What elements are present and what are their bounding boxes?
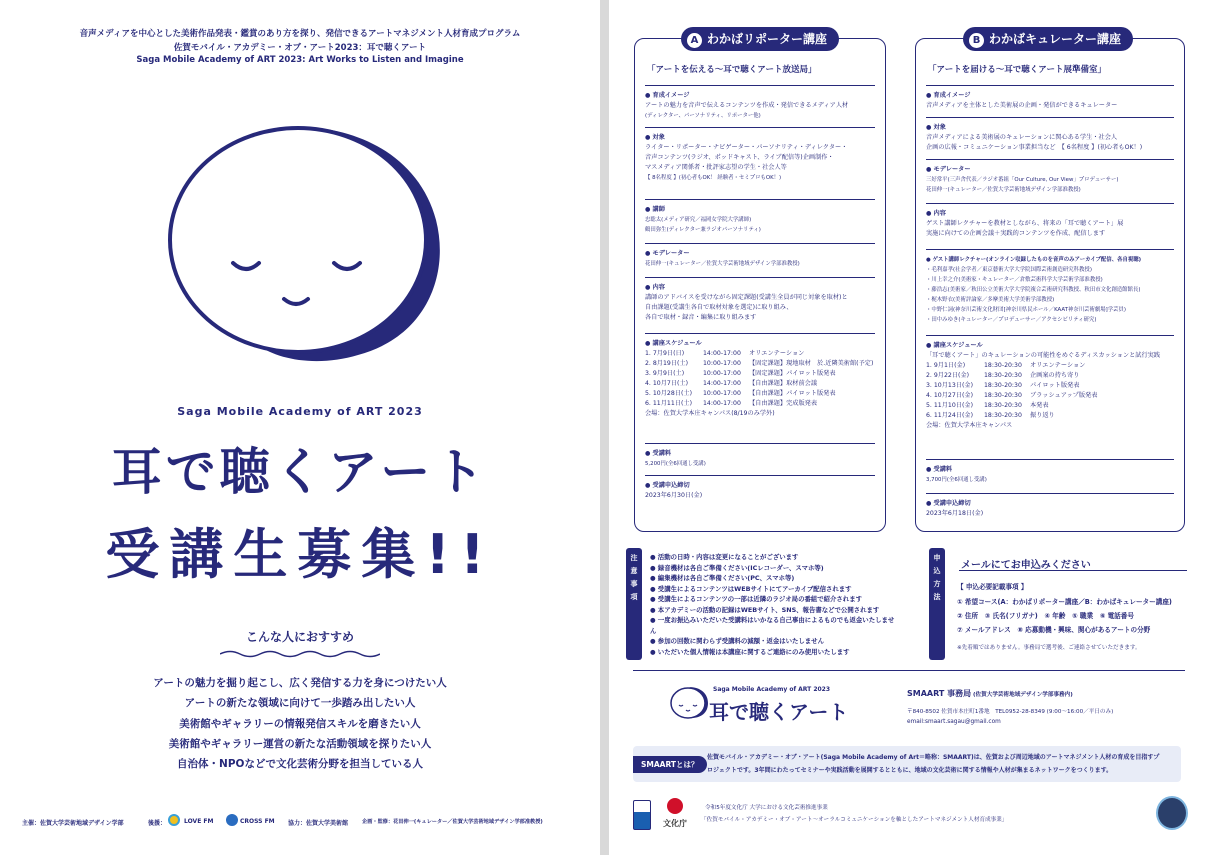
recommend-item: 美術館やギャラリーの情報発信スキルを磨きたい人 <box>179 718 421 730</box>
schedule-time: 18:30-20:30 <box>984 382 1022 389</box>
title-line-1: 耳で聴くアート <box>111 443 489 501</box>
schedule-content: 企画案の持ち寄り <box>1030 372 1080 379</box>
about-label: SMAARTとは？ <box>633 756 707 773</box>
schedule-row <box>645 389 875 399</box>
header-line-3: Saga Mobile Academy of ART 2023: Art Works to Listen and Imagine <box>136 55 464 65</box>
schedule-date: 3. 10月13日(金) <box>926 382 974 389</box>
schedule-date: 6. 11月24日(金) <box>926 412 974 419</box>
notes-panel <box>624 548 896 662</box>
mascot-badge-icon <box>1156 796 1188 830</box>
recommend-item: 美術館やギャラリー運営の新たな活動領域を探りたい人 <box>168 738 432 750</box>
schedule-time: 10:00-17:00 <box>703 360 741 367</box>
schedule-row <box>645 349 875 359</box>
office-name: SMAART 事務局 <box>907 689 972 698</box>
apply-line-1: ① 希望コース(A：わかばリポーター講座／B：わかばキュレーター講座) <box>957 598 1172 606</box>
apply-line-3: ⑦ メールアドレス ⑧ 応募動機・興味、関心があるアートの分野 <box>957 626 1151 634</box>
apply-note: ※先着順ではありません。事務局で選考後、ご連絡させていただきます。 <box>957 645 1141 651</box>
title-line-2: 受講生募集!! <box>105 523 495 586</box>
schedule-row <box>926 361 1174 371</box>
schedule-time: 18:30-20:30 <box>984 392 1022 399</box>
culture-logo <box>633 800 651 830</box>
agency-logo-icon <box>667 798 683 814</box>
course-b-box <box>915 38 1185 532</box>
office-address: 〒840-8502 佐賀市本庄町1番地 TEL0952-28-8349 (9:00〜16:00／平日のみ) <box>907 709 1114 715</box>
schedule-content: 【固定課題】パイロット版発表 <box>749 370 836 377</box>
schedule-content: 振り返り <box>1030 412 1055 419</box>
about-line-1: 佐賀モバイル・アカデミー・オブ・アート(Saga Mobile Academy of Art＝略称：SMAART)は、佐賀および周辺地域のアートマネジメント人材の育成を目指すプ <box>707 754 1160 761</box>
schedule-time: 18:30-20:30 <box>984 412 1022 419</box>
footer-host: 主催：佐賀大学芸術地域デザイン学部 <box>22 820 124 827</box>
logo-face-icon <box>669 684 709 720</box>
schedule-date: 2. 8月19日(土) <box>645 360 689 367</box>
apply-heading: メールにてお申込みください <box>961 560 1091 571</box>
course-a-target: ● 対象 ライター・リポーター・ナビゲーター・パーソナリティ・ディレクター・ 音声コンテンツ(ラジオ、ポッドキャスト、ライブ配信等)企画制作・ マスメディア関係者・批評家志望の学生・社会人等 【 8名程度 】(初心者もOK！ 経験者・セミプロもOK！) <box>645 134 848 181</box>
course-a-pill <box>681 27 839 51</box>
vertical-label-text: 注意事項 <box>630 554 638 606</box>
schedule-row <box>645 359 875 369</box>
header-line-2: 佐賀モバイル・アカデミー・オブ・アート2023：耳で聴くアート <box>173 43 427 53</box>
academy-label: Saga Mobile Academy of ART 2023 <box>177 405 423 418</box>
footer-love-fm: LOVE FM <box>184 818 214 825</box>
course-b-image: ● 育成イメージ 音声メディアを主体とした美術展の企画・発信ができるキュレーター <box>926 92 1118 109</box>
course-b-guests: ● ゲスト講師レクチャー(オンライン収録したものを音声のみアーカイブ配信、各自視聴) ・毛利嘉孝(社会学者／東京藝術大学大学院国際芸術創造研究科教授) ・川上幸之介(美術家・キュレーター／倉敷芸術科学大学芸術学部准教授) ・藤浩志(美術家／秋田公立美術大学大学院複合芸術研究科教授、秋田市文化創造館館長) ・梶木野衣(美術評論家／多摩美術大学美術学部教授) ・中野仁詞(神奈川芸術文化財団[神奈川県民ホール／KAAT神奈川芸術劇場]学芸員) ・田中みゆき(キュレーター／プロデューサー／アクセシビリティ研究) <box>926 257 1142 323</box>
right-page <box>609 0 1209 855</box>
schedule-date: 1. 9月1日(金) <box>926 362 966 369</box>
schedule-content: 【固定課題】現地取材 於.近隣美術館(予定) <box>749 360 874 367</box>
schedule-date: 6. 11月11日(土) <box>645 400 693 407</box>
schedule-row <box>645 379 875 389</box>
course-b-deadline: ● 受講申込締切 2023年6月18日(金) <box>926 500 984 517</box>
course-b-letter: B <box>969 33 984 48</box>
schedule-content: オリエンテーション <box>749 350 805 357</box>
schedule-date: 3. 9月9日(土) <box>645 370 685 377</box>
cross-fm-logo <box>226 814 238 826</box>
credit-line-1: 令和5年度文化庁 大学における文化芸術推進事業 <box>705 805 828 811</box>
schedule-time: 14:00-17:00 <box>703 350 741 357</box>
course-a-box <box>634 38 886 532</box>
course-a-letter: A <box>687 33 702 48</box>
schedule-time: 18:30-20:30 <box>984 372 1022 379</box>
course-a-fee: ● 受講料 5,200円(全6回通し受講) <box>645 450 706 467</box>
recommend-item: 自治体・NPOなどで文化芸術分野を担当している人 <box>177 758 423 770</box>
schedule-row <box>926 381 1174 391</box>
footer-support: 後援： <box>148 820 167 827</box>
footer-supervision: 企画・監修：花田伸一(キュレーター／佐賀大学芸術地域デザイン学部准教授) <box>362 819 543 825</box>
wavy-divider <box>220 649 380 659</box>
apply-required-heading: 【 申込必要記載事項 】 <box>957 583 1028 591</box>
footer-cross-fm: CROSS FM <box>240 818 275 825</box>
footer-cooperation: 協力：佐賀大学美術館 <box>288 820 349 827</box>
recommend-item: アートの魅力を掘り起こし、広く発信する力を身につけたい人 <box>153 677 447 689</box>
about-line-2: ロジェクトです。3年間にわたってセミナーや実践活動を展開するとともに、地域の文化芸術に関する情報や人材が集まるネットワークをつくります。 <box>707 767 1113 774</box>
course-b-schedule: ● 講座スケジュール 「耳で聴くアート」のキュレーションの可能性をめぐるディスカッションと試行実践 1. 9月1日(金) 18:30-20:30 オリエンテーション 2. 9月22日(金) 18:30-20:30 企画案の持ち寄り 3. 10月13日(金) 18:30-20:30 パイロット版発表 4. 10月27日(金) 18:30-20:30 ブラッシュアップ版発表 5. 11月10日(金) 18:30-20:30 本発表 6. 11月24日(金) 18:30-20:30 振り返り 会場：佐賀大学本庄キャンパス <box>926 341 1174 431</box>
schedule-date: 2. 9月22日(金) <box>926 372 970 379</box>
schedule-content: 【自由課題】取材前会議 <box>749 380 818 387</box>
schedule-date: 1. 7月9日(日) <box>645 350 685 357</box>
office-divider <box>633 670 1185 671</box>
apply-label <box>929 548 945 660</box>
schedule-time: 10:00-17:00 <box>703 370 741 377</box>
recommend-item: アートの新たな領域に向けて一歩踏み出したい人 <box>184 697 416 709</box>
schedule-row <box>926 391 1174 401</box>
course-b-title: 「アートを届ける〜耳で聴くアート展準備室」 <box>928 65 1106 75</box>
course-b-fee: ● 受講料 3,700円(全6回通し受講) <box>926 466 987 483</box>
course-a-lecturer: ● 講師 忠聡太(メディア研究／福岡女学院大学講師) 鶴田弥生(ディレクター兼ラジオパーソナリティ) <box>645 206 761 233</box>
mascot-face-illustration <box>158 105 448 365</box>
schedule-time: 14:00-17:00 <box>703 400 741 407</box>
course-b-pill <box>963 27 1133 51</box>
schedule-row <box>926 401 1174 411</box>
left-page <box>0 0 600 855</box>
course-a-content: ● 内容 講師のアドバイスを受けながら固定課題(受講生全員が同じ対象を取材)と 自由課題(受講生各自で取材対象を選定)に取り組み、 各自で取材・録音・編集に取り組みます <box>645 284 848 321</box>
course-a-image: ● 育成イメージ アートの魅力を音声で伝えるコンテンツを作成・発信できるメディア人材 (ディレクター、パーソナリティ、リポーター他) <box>645 92 849 119</box>
course-b-moderator: ● モデレーター 三好常平(三声舎代表／ラジオ番組「Our Culture, Our View」プロデューサー) 花田伸一(キュレーター／佐賀大学芸術地域デザイン学部准教授) <box>926 166 1119 193</box>
schedule-row <box>645 369 875 379</box>
apply-panel <box>927 548 1189 662</box>
credit-line-2: 「佐賀モバイル・アカデミー・オブ・アート〜オーラルコミュニケーションを軸としたアートマネジメント人材育成事業」 <box>701 817 1008 823</box>
vertical-label-text: 申込方法 <box>933 554 941 606</box>
course-a-deadline: ● 受講申込締切 2023年6月30日(金) <box>645 482 703 499</box>
recommend-heading: こんな人におすすめ <box>245 630 355 644</box>
notes-label <box>626 548 642 660</box>
schedule-content: 本発表 <box>1030 402 1049 409</box>
office-name-sub: (佐賀大学芸術地域デザイン学部事務内) <box>973 692 1073 698</box>
course-a-schedule: ● 講座スケジュール 1. 7月9日(日) 14:00-17:00 オリエンテーション 2. 8月19日(土) 10:00-17:00 【固定課題】現地取材 於.近隣美術館(予定) 3. 9月9日(土) 10:00-17:00 【固定課題】パイロット版発表 4. 10月7日(土) 14:00-17:00 【自由課題】取材前会議 5. 10月28日(土) 10:00-17:00 【自由課題】パイロット版発表 6. 11月11日(土) 14:00-17:00 【自由課題】完成版発表 会場：佐賀大学本庄キャンパス(8/19のみ学外) <box>645 340 874 417</box>
notes-list: ● 活動の日時・内容は変更になることがございます ● 録音機材は各自ご準備ください(ICレコーダー、スマホ等) ● 編集機材は各自ご準備ください(PC、スマホ等) ● 受講生によるコンテンツはWEBサイトにてアーカイブ配信されます ● 受講生によるコンテンツの一部は近隣のラジオ局の番組で紹介されます ● 本アカデミーの活動の記録はWEBサイト、SNS、報告書などで公開されます ● 一度お振込みいただいた受講料はいかなる自己事由によるものでも返金いたしません ● 参加の回数に関わらず受講料の減額・返金はいたしません ● いただいた個人情報は本講座に関するご連絡にのみ使用いたします <box>650 553 895 656</box>
course-b-name: わかばキュレーター講座 <box>989 32 1122 46</box>
schedule-row <box>926 411 1174 421</box>
schedule-content: 【自由課題】パイロット版発表 <box>749 390 836 397</box>
agency-name: 文化庁 <box>663 819 687 828</box>
schedule-time: 18:30-20:30 <box>984 402 1022 409</box>
schedule-time: 14:00-17:00 <box>703 380 741 387</box>
office-email: email:smaart.sagau@gmail.com <box>907 719 1001 725</box>
header-line-1: 音声メディアを中心とした美術作品発表・鑑賞のあり方を探り、発信できるアートマネジメント人材育成プログラム <box>79 29 521 39</box>
schedule-date: 4. 10月27日(金) <box>926 392 974 399</box>
schedule-row <box>645 399 875 409</box>
course-b-target: ● 対象 音声メディアによる美術展のキュレーションに関心ある学生・社会人 企画の広報・コミュニケーション事業担当など 【 6名程度 】(初心者もOK！) <box>926 124 1143 151</box>
love-fm-logo <box>168 814 180 826</box>
course-a-title: 「アートを伝える〜耳で聴くアート放送局」 <box>647 65 817 75</box>
schedule-time: 18:30-20:30 <box>984 362 1022 369</box>
schedule-content: ブラッシュアップ版発表 <box>1030 392 1098 399</box>
schedule-content: パイロット版発表 <box>1030 382 1080 389</box>
schedule-time: 10:00-17:00 <box>703 390 741 397</box>
schedule-row <box>926 371 1174 381</box>
schedule-content: 【自由課題】完成版発表 <box>749 400 818 407</box>
course-a-name: わかばリポーター講座 <box>707 32 828 46</box>
office-logo-text: 耳で聴くアート <box>709 700 849 724</box>
apply-line-2: ② 住所 ③ 氏名(フリガナ) ④ 年齢 ⑤ 職業 ⑥ 電話番号 <box>957 612 1134 620</box>
schedule-date: 4. 10月7日(土) <box>645 380 689 387</box>
schedule-date: 5. 10月28日(土) <box>645 390 693 397</box>
office-logo-small: Saga Mobile Academy of ART 2023 <box>713 686 831 693</box>
course-a-moderator: ● モデレーター 花田伸一(キュレーター／佐賀大学芸術地域デザイン学部准教授) <box>645 250 800 267</box>
course-b-content: ● 内容 ゲスト講師レクチャーを教材としながら、将来の「耳で聴くアート」展 実施に向けての企画会議＋実践的コンテンツを作成、配信します <box>926 210 1124 237</box>
schedule-date: 5. 11月10日(金) <box>926 402 974 409</box>
schedule-content: オリエンテーション <box>1030 362 1086 369</box>
